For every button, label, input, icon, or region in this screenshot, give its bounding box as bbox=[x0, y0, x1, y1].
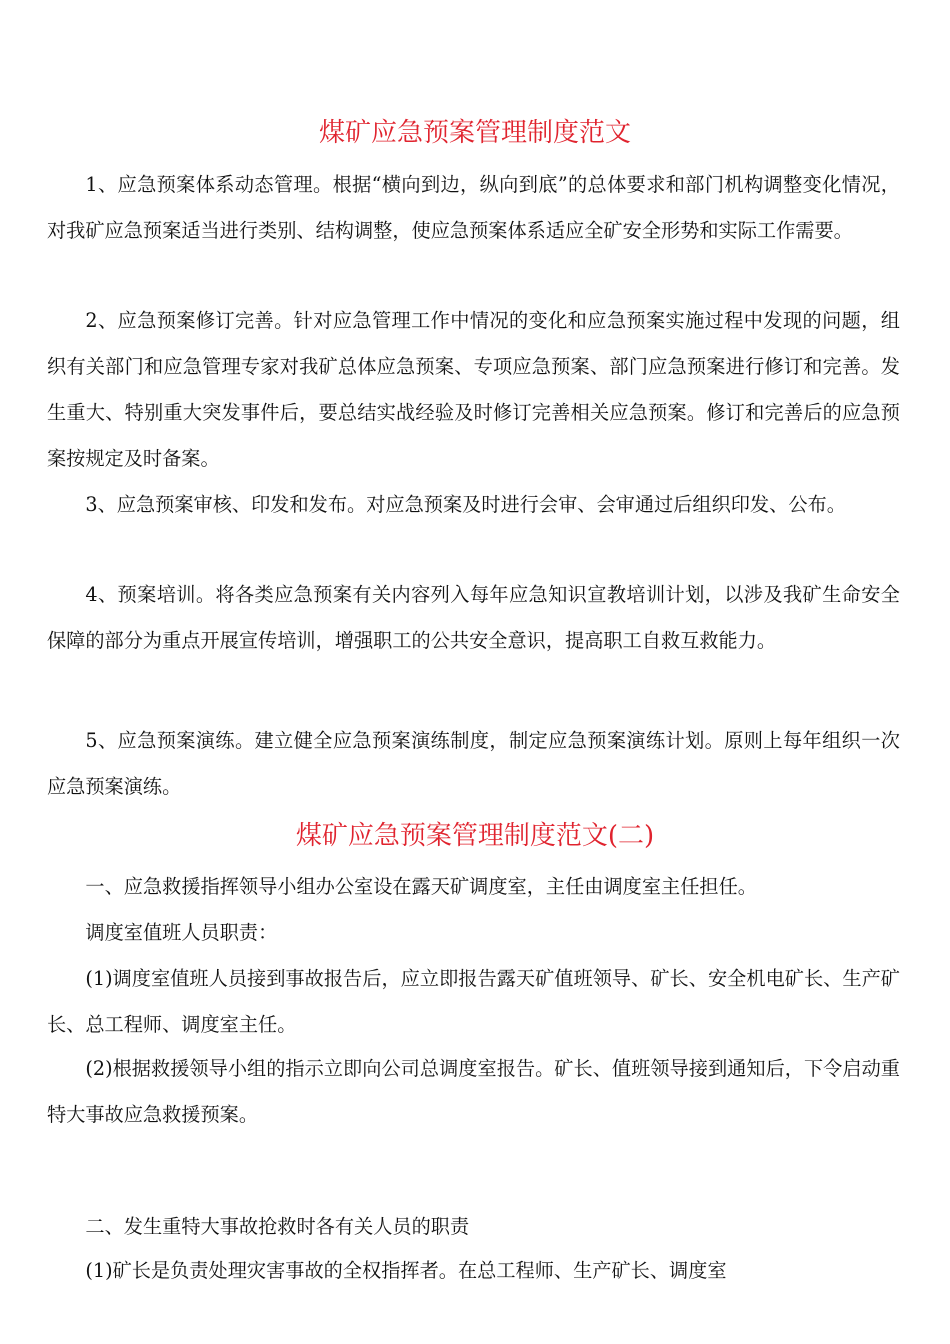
paragraph: 1、应急预案体系动态管理。根据“横向到边，纵向到底”的总体要求和部门机构调整变化情况，对我矿应急预案适当进行类别、结构调整，使应急预案体系适应全矿安全形势和实际工作需要。 bbox=[47, 173, 900, 242]
paragraph: (1)矿长是负责处理灾害事故的全权指挥者。在总工程师、生产矿长、调度室 bbox=[85, 1259, 727, 1282]
paragraph: (2)根据救援领导小组的指示立即向公司总调度室报告。矿长、值班领导接到通知后，下令启动重特大事故应急救援预案。 bbox=[47, 1057, 900, 1126]
paragraph: 5、应急预案演练。建立健全应急预案演练制度，制定应急预案演练计划。原则上每年组织一次应急预案演练。 bbox=[47, 729, 900, 798]
document-title: 煤矿应急预案管理制度范文 bbox=[318, 118, 631, 148]
paragraph: 二、发生重特大事故抢救时各有关人员的职责 bbox=[85, 1215, 470, 1238]
paragraph: 调度室值班人员职责： bbox=[85, 921, 278, 944]
paragraph: 一、应急救援指挥领导小组办公室设在露天矿调度室，主任由调度室主任担任。 bbox=[85, 875, 757, 898]
paragraph: 3、应急预案审核、印发和发布。对应急预案及时进行会审、会审通过后组织印发、公布。 bbox=[85, 493, 846, 516]
section-title: 煤矿应急预案管理制度范文(二) bbox=[295, 821, 655, 851]
paragraph: 2、应急预案修订完善。针对应急管理工作中情况的变化和应急预案实施过程中发现的问题，组织有关部门和应急管理专家对我矿总体应急预案、专项应急预案、部门应急预案进行修订和完善。发生重大、特别重大突发事件后，要总结实战经验及时修订完善相关应急预案。修订和完善后的应急预案按规定及时备案。 bbox=[47, 309, 900, 470]
paragraph: 4、预案培训。将各类应急预案有关内容列入每年应急知识宣教培训计划，以涉及我矿生命安全保障的部分为重点开展宣传培训，增强职工的公共安全意识，提高职工自救互救能力。 bbox=[47, 583, 900, 652]
paragraph: (1)调度室值班人员接到事故报告后，应立即报告露天矿值班领导、矿长、安全机电矿长、生产矿长、总工程师、调度室主任。 bbox=[47, 967, 900, 1036]
